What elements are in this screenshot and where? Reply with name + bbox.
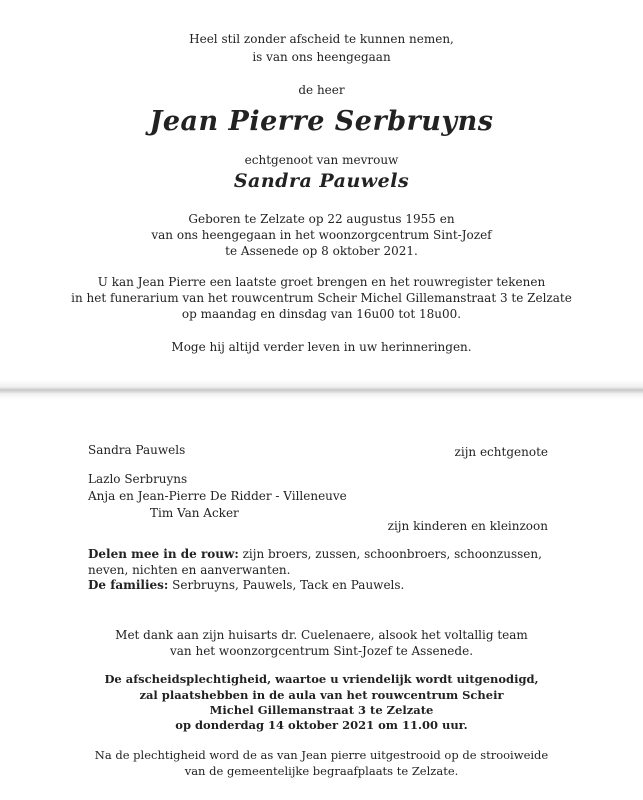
thanks-line-1: Met dank aan zijn huisarts dr. Cuelenaere, alsook het voltallig team bbox=[115, 628, 528, 642]
ashes-line-1: Na de plechtigheid word de as van Jean pierre uitgestrooid op de strooiweide bbox=[94, 748, 549, 762]
ceremony-line-2: zal plaatshebben in de aula van het rouwcentrum Scheir bbox=[139, 688, 504, 702]
mourning-text-1: zijn broers, zussen, schoonbroers, schoonzussen, bbox=[238, 547, 542, 561]
visit-line-2: in het funerarium van het rouwcentrum Scheir Michel Gillemanstraat 3 te Zelzate bbox=[71, 291, 572, 305]
relative-grandchild: Tim Van Acker bbox=[150, 506, 239, 520]
ceremony-line-4: op donderdag 14 oktober 2021 om 11.00 uur. bbox=[175, 718, 468, 732]
mourning-label: Delen mee in de rouw: bbox=[88, 547, 239, 561]
mourning-line-2: neven, nichten en aanverwanten. bbox=[88, 563, 291, 577]
relative-child-2: Anja en Jean-Pierre De Ridder - Villeneuve bbox=[88, 489, 347, 503]
spouse-label: echtgenoot van mevrouw bbox=[244, 153, 399, 167]
visit-line-1: U kan Jean Pierre een laatste groet brengen en het rouwregister tekenen bbox=[97, 275, 546, 289]
ceremony-line-1: De afscheidsplechtigheid, waartoe u vriendelijk wordt uitgenodigd, bbox=[104, 672, 539, 686]
families-line bbox=[88, 578, 404, 592]
card-fold-divider bbox=[0, 380, 643, 400]
spouse-name: Sandra Pauwels bbox=[233, 170, 410, 192]
relative-spouse: Sandra Pauwels bbox=[88, 443, 186, 457]
ceremony-line-3: Michel Gillemanstraat 3 te Zelzate bbox=[209, 703, 434, 717]
intro-line-2: is van ons heengegaan bbox=[252, 50, 391, 64]
ashes-line-2: van de gemeentelijke begraafplaats te Zelzate. bbox=[184, 764, 459, 778]
deceased-name: Jean Pierre Serbruyns bbox=[149, 106, 494, 137]
mourning-line-1 bbox=[88, 547, 542, 561]
birth-line-1: Geboren te Zelzate op 22 augustus 1955 en bbox=[188, 212, 455, 226]
relative-children-role: zijn kinderen en kleinzoon bbox=[387, 519, 548, 533]
relative-spouse-role: zijn echtgenote bbox=[454, 445, 548, 459]
visit-line-3: op maandag en dinsdag van 16u00 tot 18u00. bbox=[181, 307, 462, 321]
wish-line: Moge hij altijd verder leven in uw herinneringen. bbox=[171, 340, 472, 354]
thanks-line-2: van het woonzorgcentrum Sint-Jozef te Assenede. bbox=[169, 644, 474, 658]
families-label: De families: bbox=[88, 578, 169, 592]
families-text: Serbruyns, Pauwels, Tack en Pauwels. bbox=[168, 578, 405, 592]
intro-line-1: Heel stil zonder afscheid te kunnen nemen, bbox=[189, 32, 454, 46]
title-line: de heer bbox=[298, 83, 345, 97]
relative-child-1: Lazlo Serbruyns bbox=[88, 472, 188, 486]
birth-line-3: te Assenede op 8 oktober 2021. bbox=[225, 244, 418, 258]
birth-line-2: van ons heengegaan in het woonzorgcentrum Sint-Jozef bbox=[151, 228, 492, 242]
